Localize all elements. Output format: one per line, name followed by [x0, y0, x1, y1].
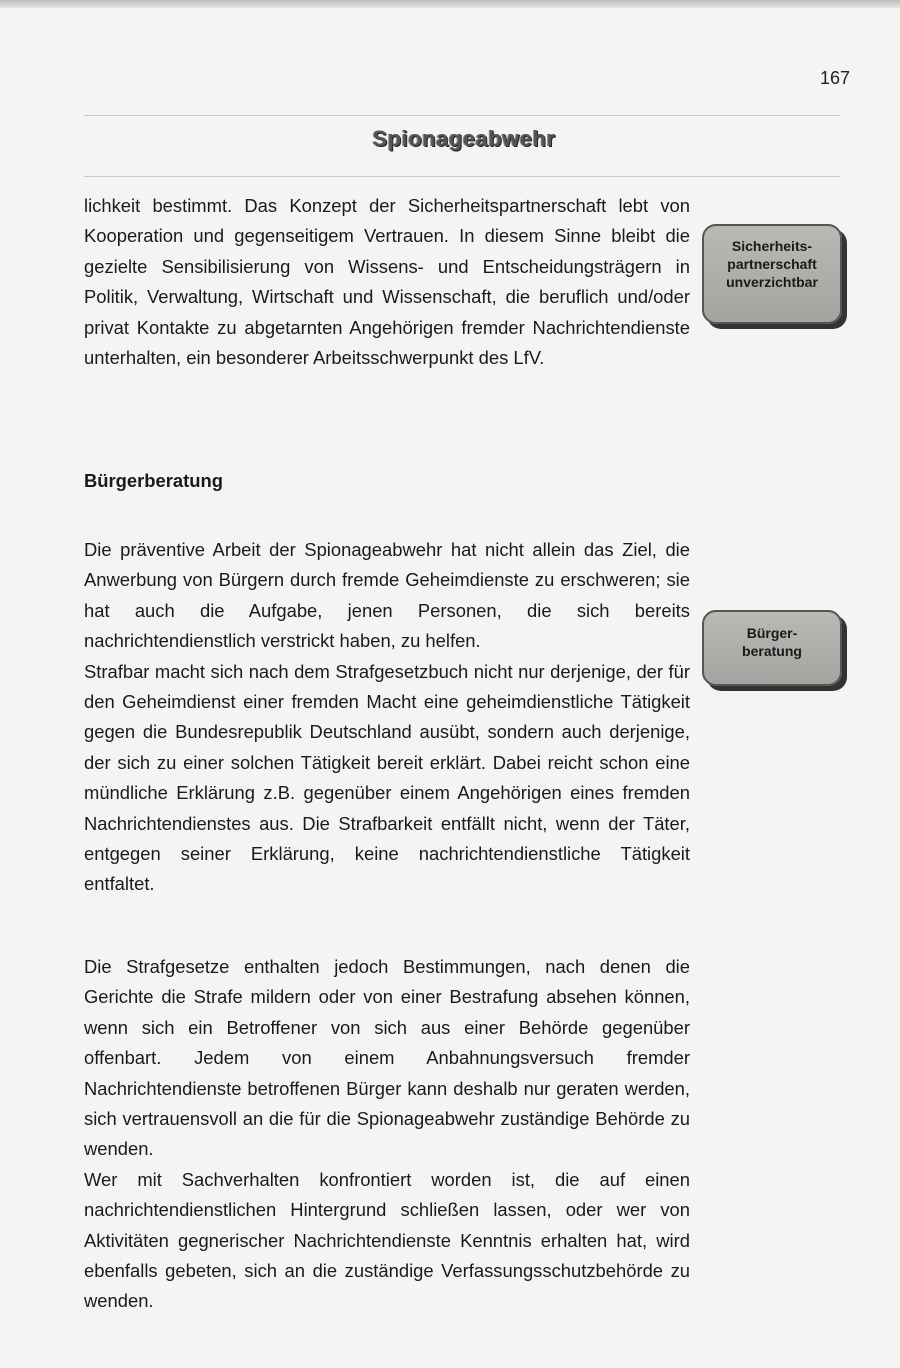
section-paragraph-1: Die präventive Arbeit der Spionageabwehr hat nicht allein das Ziel, die Anwerbung von Bürgern durch fremde Geheimdienste zu erschweren; sie hat auch die Aufgabe, jenen Personen, die sich bereits nachrichtendienstlich verstrickt haben, zu helfen.	[84, 539, 690, 652]
section-paragraph-2: Strafbar macht sich nach dem Strafgesetzbuch nicht nur derjenige, der für den Geheimdienst einer fremden Macht eine geheimdienstliche Tätigkeit gegen die Bundesrepublik Deutschland ausübt, sondern auch derjenige, der sich zu einer solchen Tätigkeit bereit erklärt. Dabei reicht schon eine mündliche Erklärung z.B. gegenüber einem Angehörigen eines fremden Nachrichtendienstes aus. Die Strafbarkeit entfällt nicht, wenn der Täter, entgegen seiner Erklärung, keine nachrichtendienstliche Tätigkeit entfaltet.	[84, 660, 690, 895]
margin-note-line: unverzichtbar	[726, 274, 818, 290]
page-top-edge	[0, 0, 900, 8]
header-rule-bottom	[84, 176, 840, 177]
section-paragraph-4: Wer mit Sachverhalten konfrontiert worden ist, die auf einen nachrichtendienstlichen Hintergrund schließen lassen, oder wer von Aktivitäten gegnerischer Nachrichtendienste Kenntnis erhalten hat, wird ebenfalls gebeten, sich an die zuständige Verfassungsschutzbehörde zu wenden.	[84, 1168, 690, 1312]
header-rule-top	[84, 115, 840, 116]
section-paragraph-3: Die Strafgesetze enthalten jedoch Bestimmungen, nach denen die Gerichte die Strafe mildern oder von einer Bestrafung absehen können, wenn sich ein Betroffener von sich aus einer Behörde gegenüber offenbart. Jedem von einem Anbahnungsversuch fremder Nachrichtendienste betroffenen Bürger kann deshalb nur geraten werden, sich vertrauensvoll an die für die Spionageabwehr zuständige Behörde zu wenden.	[84, 956, 690, 1160]
closing-paragraph-block	[84, 952, 690, 1317]
section-paragraph-block	[84, 535, 690, 900]
margin-note-buergerberatung	[702, 610, 842, 686]
intro-paragraph: lichkeit bestimmt. Das Konzept der Sicherheitspartnerschaft lebt von Kooperation und gegenseitigem Vertrauen. In diesem Sinne bleibt die gezielte Sensibilisierung von Wissens- und Entscheidungsträgern in Politik, Verwaltung, Wirtschaft und Wissenschaft, die beruflich und/oder privat Kontakte zu abgetarnten Angehörigen fremder Nachrichtendienste unterhalten, ein besonderer Arbeitsschwerpunkt des LfV.	[84, 195, 690, 369]
margin-note-line: Bürger-	[746, 625, 798, 641]
margin-note-line: beratung	[742, 643, 802, 659]
margin-note-line: partnerschaft	[727, 256, 817, 272]
margin-note-sicherheitspartnerschaft	[702, 224, 842, 324]
section-heading: Bürgerberatung	[84, 470, 223, 491]
running-title: Spionageabwehr	[372, 126, 556, 151]
intro-paragraph-block	[84, 191, 690, 373]
margin-note-line: Sicherheits-	[731, 238, 813, 254]
page-number: 167	[819, 68, 850, 88]
